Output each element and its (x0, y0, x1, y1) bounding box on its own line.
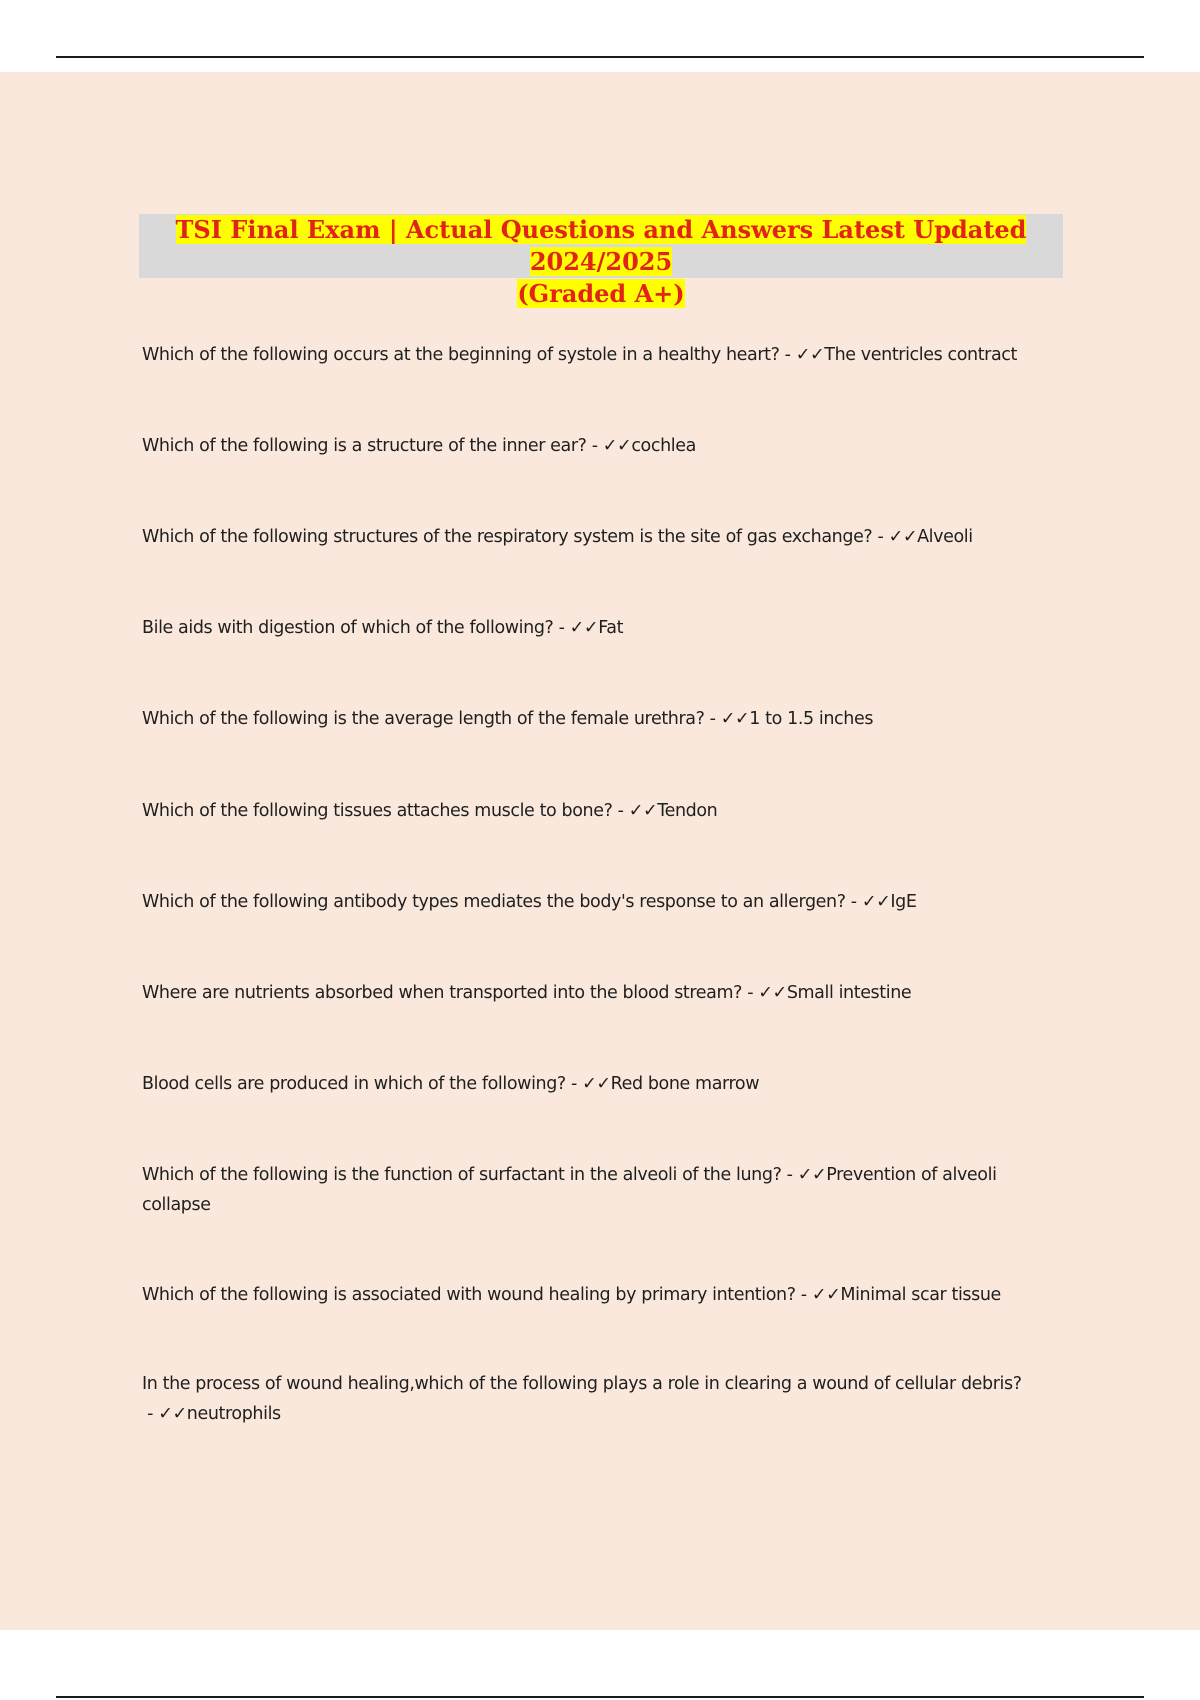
double-check-icon: ✓✓ (795, 345, 825, 365)
question-text: Which of the following is associated with wound healing by primary intention? (142, 1285, 796, 1305)
question-text: Bile aids with digestion of which of the following? (142, 618, 554, 638)
double-check-icon: ✓✓ (758, 983, 787, 1003)
question-text: Which of the following antibody types mediates the body's response to an allergen? (142, 892, 846, 912)
answer-text: Red bone marrow (610, 1074, 760, 1094)
answer-text: neutrophils (186, 1404, 281, 1424)
separator: - (872, 527, 889, 547)
question-text: Blood cells are produced in which of the following? (142, 1074, 566, 1094)
separator: - (779, 345, 796, 365)
qa-item (142, 522, 1062, 552)
document-title (139, 214, 1063, 308)
double-check-icon: ✓✓ (582, 1074, 611, 1094)
separator: - (845, 892, 862, 912)
double-check-icon: ✓✓ (602, 436, 632, 456)
answer-text: cochlea (631, 436, 696, 456)
double-check-icon: ✓✓ (888, 527, 918, 547)
double-check-icon: ✓✓ (861, 892, 891, 912)
separator: - (704, 709, 721, 729)
separator: - (742, 983, 759, 1003)
qa-item (142, 613, 1062, 643)
qa-item (142, 1369, 1062, 1429)
answer-text: Fat (598, 618, 624, 638)
question-text: Which of the following is the function of surfactant in the alveoli of the lung? (142, 1165, 782, 1185)
qa-item (142, 704, 1062, 734)
top-rule (56, 56, 1144, 58)
double-check-icon: ✓✓ (797, 1165, 827, 1185)
double-check-icon: ✓✓ (811, 1285, 841, 1305)
qa-item (142, 1069, 1062, 1099)
separator: - (586, 436, 603, 456)
qa-item (142, 1280, 1062, 1310)
answer-text: Small intestine (786, 983, 912, 1003)
question-text: Where are nutrients absorbed when transported into the blood stream? (142, 983, 743, 1003)
answer-text: The ventricles contract (824, 345, 1017, 365)
qa-item (142, 340, 1062, 370)
question-text: Which of the following occurs at the beginning of systole in a healthy heart? (142, 345, 780, 365)
double-check-icon: ✓✓ (569, 618, 599, 638)
question-text: In the process of wound healing,which of the following plays a role in clearing a wound of cellular debris? (142, 1374, 1022, 1394)
double-check-icon: ✓✓ (720, 709, 750, 729)
question-text: Which of the following is a structure of the inner ear? (142, 436, 587, 456)
qa-item (142, 431, 1062, 461)
qa-item (142, 887, 1062, 917)
qa-item (142, 1160, 1062, 1220)
answer-text: Prevention of alveoli collapse (142, 1165, 997, 1215)
title-line-1: TSI Final Exam | Actual Questions and Answers Latest Updated 2024/2025 (175, 215, 1027, 276)
double-check-icon: ✓✓ (158, 1404, 187, 1424)
qa-item (142, 978, 1062, 1008)
answer-text: Alveoli (917, 527, 973, 547)
answer-text: 1 to 1.5 inches (749, 709, 874, 729)
qa-item (142, 796, 1062, 826)
separator: - (142, 1404, 159, 1424)
answer-text: Tendon (657, 801, 718, 821)
title-line-2: (Graded A+) (517, 279, 685, 308)
question-text: Which of the following is the average length of the female urethra? (142, 709, 705, 729)
separator: - (565, 1074, 583, 1094)
separator: - (553, 618, 570, 638)
double-check-icon: ✓✓ (628, 801, 658, 821)
answer-text: IgE (890, 892, 917, 912)
separator: - (795, 1285, 812, 1305)
answer-text: Minimal scar tissue (840, 1285, 1001, 1305)
question-text: Which of the following tissues attaches muscle to bone? (142, 801, 613, 821)
bottom-rule (56, 1696, 1144, 1698)
separator: - (612, 801, 629, 821)
question-text: Which of the following structures of the respiratory system is the site of gas exchange? (142, 527, 873, 547)
separator: - (781, 1165, 798, 1185)
